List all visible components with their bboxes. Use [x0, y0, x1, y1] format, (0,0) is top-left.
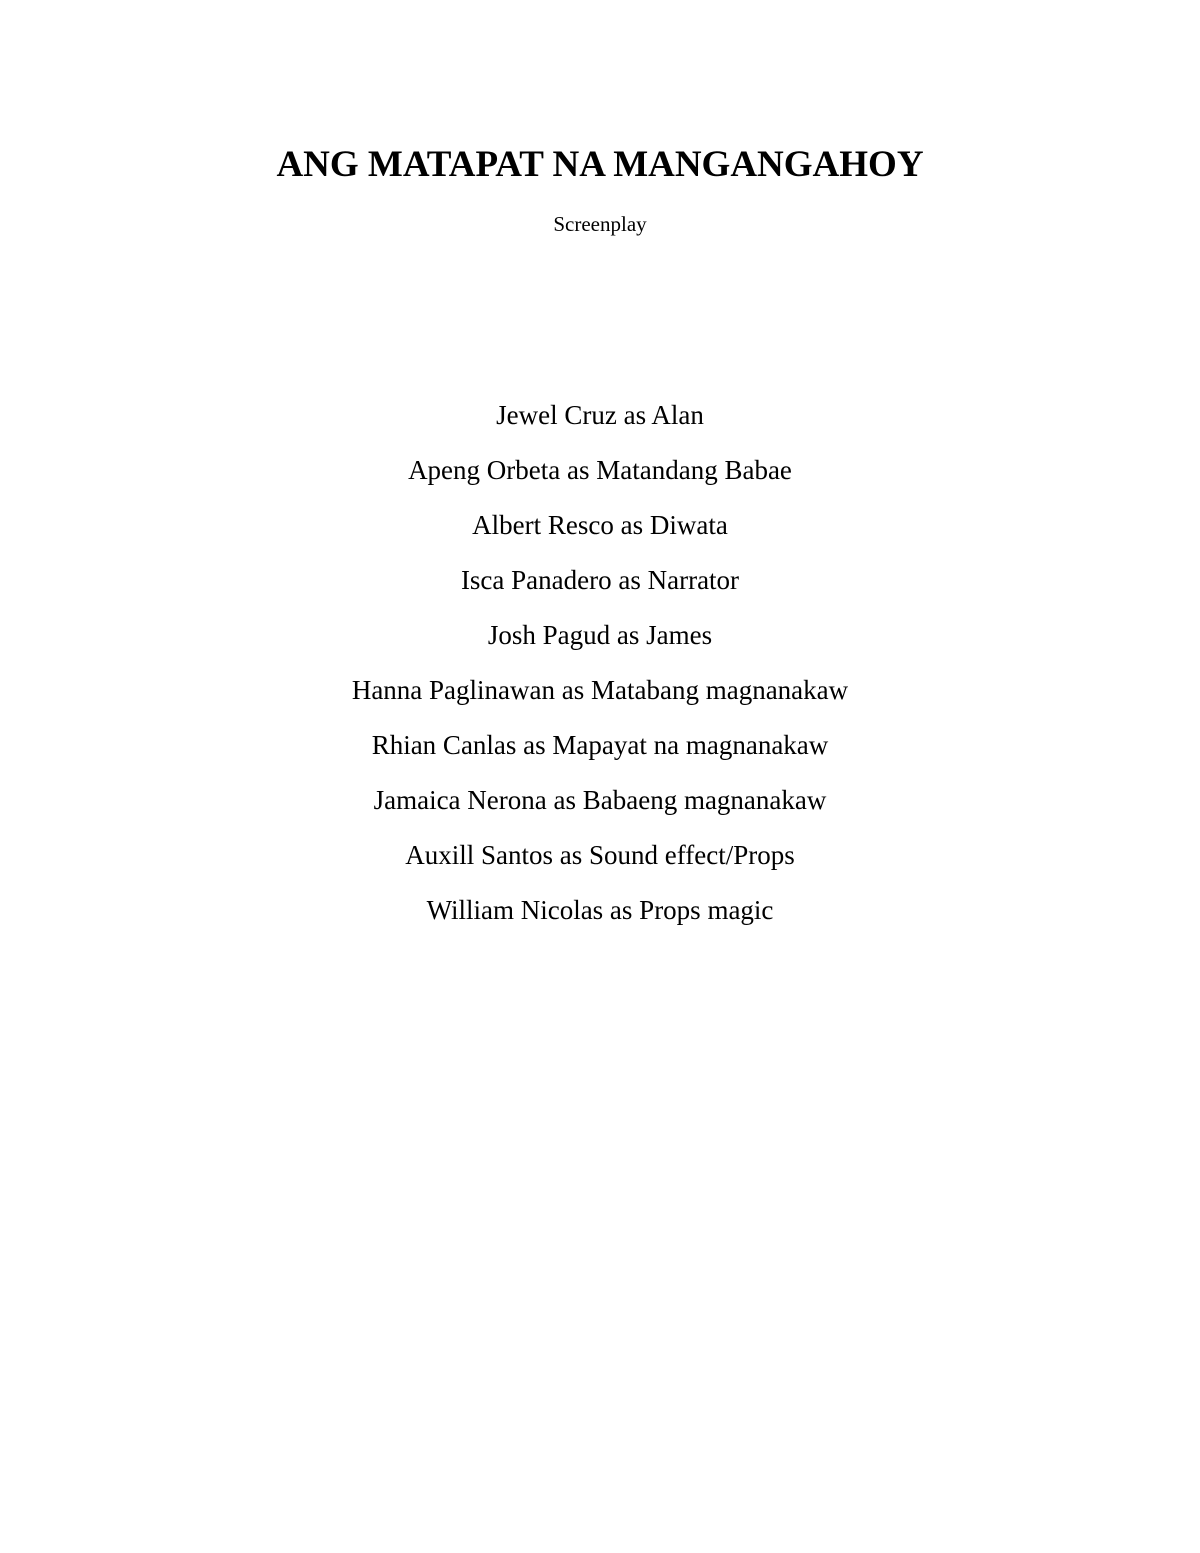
cast-item: Jamaica Nerona as Babaeng magnanakaw	[373, 785, 827, 815]
cast-item: Hanna Paglinawan as Matabang magnanakaw	[351, 675, 849, 705]
cast-item: Josh Pagud as James	[487, 620, 713, 650]
document-title: ANG MATAPAT NA MANGANGAHOY	[276, 144, 924, 185]
cast-list	[0, 397, 1200, 947]
cast-item: Jewel Cruz as Alan	[496, 400, 704, 430]
cast-item: Apeng Orbeta as Matandang Babae	[408, 455, 792, 485]
cast-item: Albert Resco as Diwata	[472, 510, 728, 540]
cast-item: William Nicolas as Props magic	[426, 895, 774, 925]
cast-item: Rhian Canlas as Mapayat na magnanakaw	[371, 730, 829, 760]
document-subtitle: Screenplay	[553, 212, 647, 236]
cast-item: Isca Panadero as Narrator	[460, 565, 740, 595]
cast-item: Auxill Santos as Sound effect/Props	[405, 840, 795, 870]
